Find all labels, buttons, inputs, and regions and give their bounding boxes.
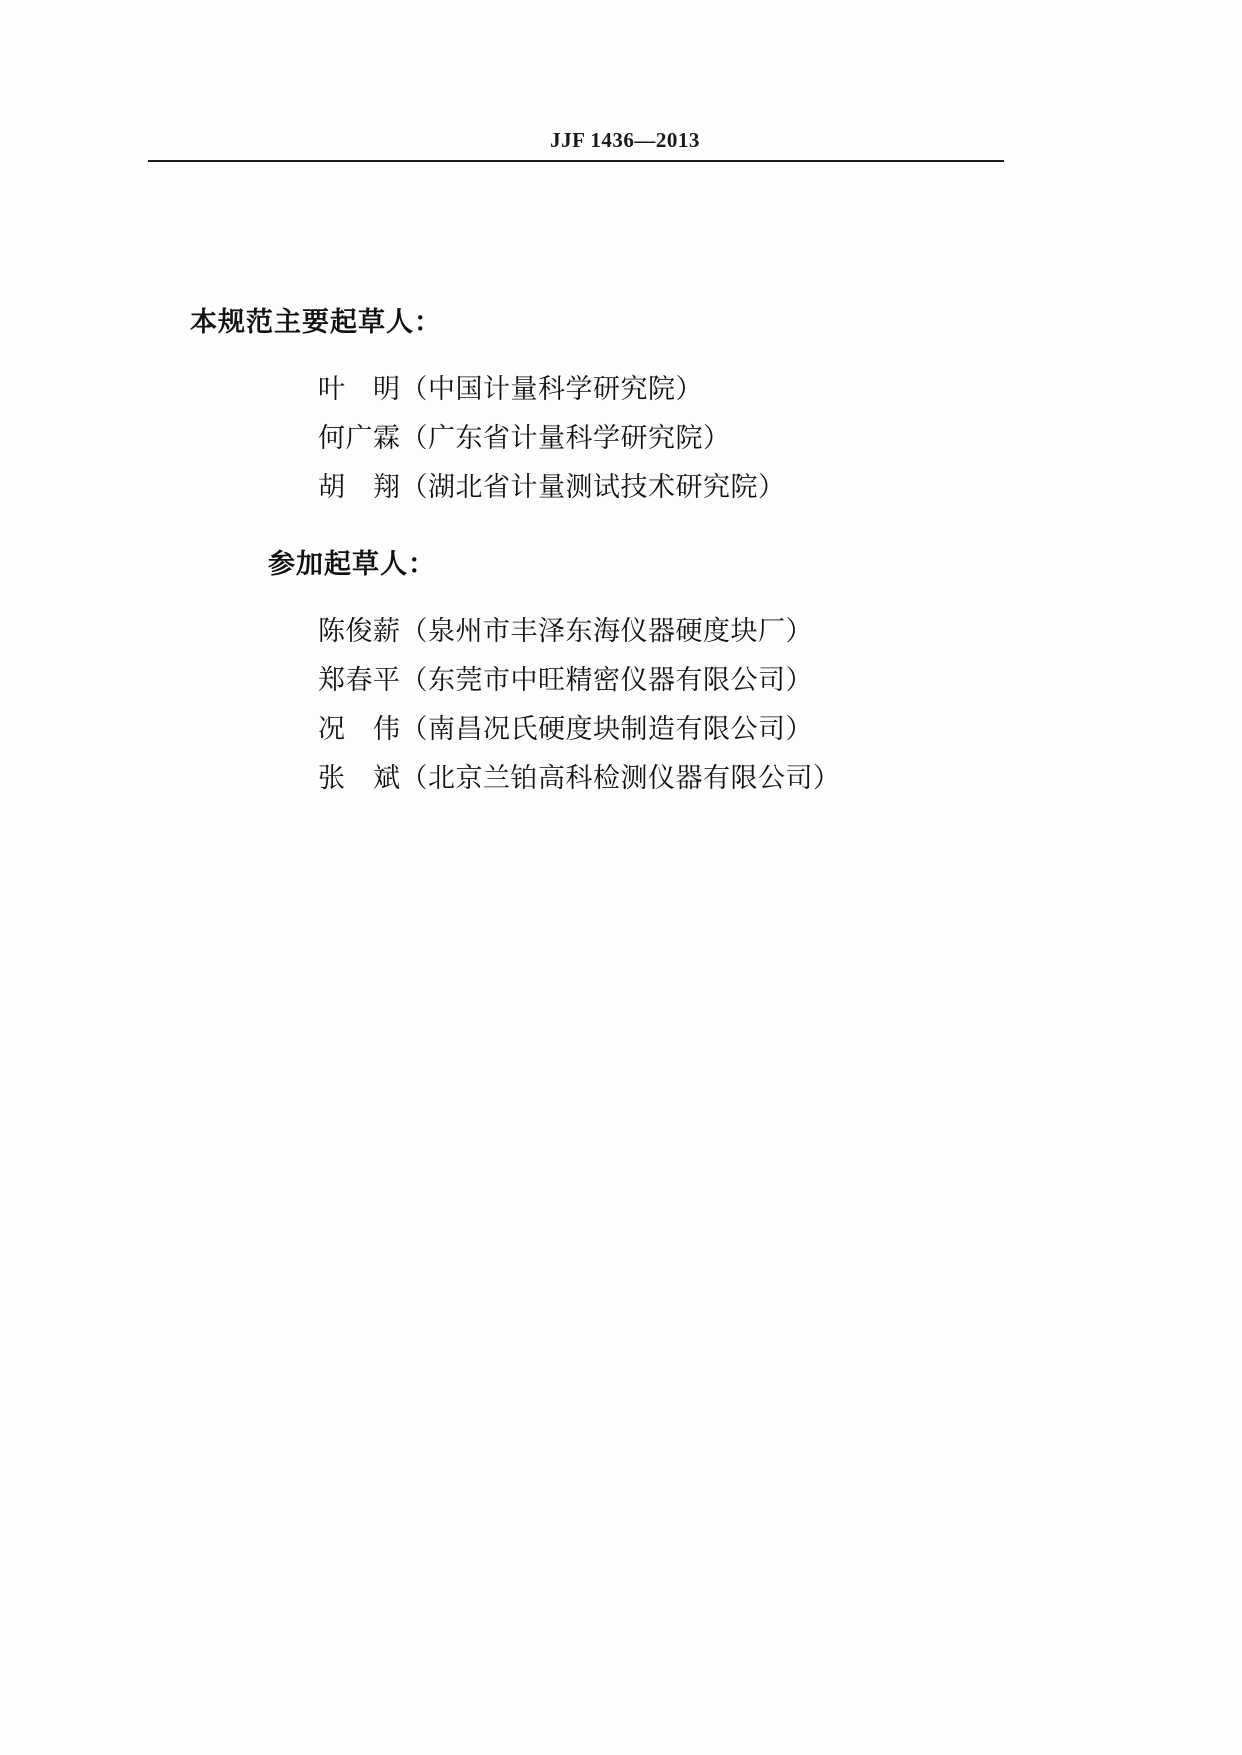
header-divider — [148, 160, 1004, 162]
page-header — [150, 128, 1100, 153]
section-title-main-drafters: 本规范主要起草人： — [190, 307, 442, 338]
list-item: 胡 翔（湖北省计量测试技术研究院） — [318, 472, 786, 502]
list-item: 郑春平（东莞市中旺精密仪器有限公司） — [318, 665, 813, 695]
section-title-participating-drafters: 参加起草人： — [268, 549, 436, 580]
standard-number: JJF 1436—2013 — [550, 128, 700, 152]
list-item: 张 斌（北京兰铂高科检测仪器有限公司） — [318, 763, 841, 793]
list-item: 况 伟（南昌况氏硬度块制造有限公司） — [318, 714, 813, 744]
list-item: 陈俊薪（泉州市丰泽东海仪器硬度块厂） — [318, 616, 813, 646]
page-content — [0, 300, 1242, 803]
list-item: 何广霖（广东省计量科学研究院） — [318, 423, 731, 453]
list-item: 叶 明（中国计量科学研究院） — [318, 374, 703, 404]
